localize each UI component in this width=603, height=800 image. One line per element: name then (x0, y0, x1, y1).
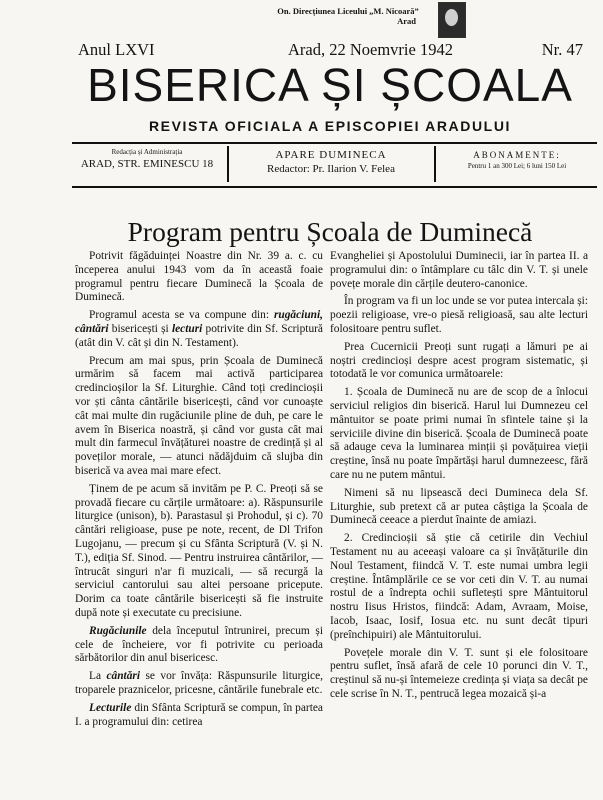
masthead-subtitle: REVISTA OFICIALA A EPISCOPIEI ARADULUI (148, 118, 512, 134)
paragraph: Rugăciunile dela începutul întrunirei, precum și cele de încheiere, vor fi potrivite cu perioada sărbătorilor din anul bisericesc. (75, 624, 323, 665)
paragraph: 2. Credincioșii să știe că cetirile din Vechiul Testament nu au aceeași valoare ca și învățăturile din Noul Testament, fiindcă V. T. este numai umbra legii creștine. Întâmplările ce se vor ceti din V. T. au numai rostul de a îndrepta ochii sufletești spre Mântuitorul nostru Iisus Hristos, fiindcă: Adam, Avraam, Moise, Iacob, Isaac, Iosif, Iosua etc. nu sunt decât tipuri (preînchipuiri) ale Mântuitorului. (330, 532, 588, 641)
paragraph: Potrivit făgăduinței Noastre din Nr. 39 a. c. cu începerea anului 1943 vom da în această foaie programul pentru fiecare Duminecă la Școala de Duminecă. (75, 250, 323, 304)
subscription-label: ABONAMENTE: (473, 150, 561, 160)
stamp-line-2: Arad (397, 16, 416, 26)
paragraph: Prea Cucernicii Preoți sunt rugați a lămuri pe ai noștri credincioși despre acest program sistematic, și totodată le vor comunica următoarele: (330, 340, 588, 381)
subscription-text: Pentru 1 an 300 Lei; 6 luni 150 Lei (467, 162, 567, 170)
library-stamp (268, 6, 428, 26)
subscription-info (437, 148, 597, 171)
stamp-line-1: On. Direcțiunea Liceului „M. Nicoară” (277, 6, 419, 16)
issue-header (78, 40, 583, 60)
paragraph: Evangheliei și Apostolului Duminecii, iar în partea II. a programului din: o întâmplare cu tâlc din V. T. și unele povețe morale din cărțile deutero-canonice. (330, 250, 588, 290)
postage-stamp-icon (438, 2, 466, 38)
issue-number: Nr. 47 (541, 40, 583, 59)
frequency-text: APARE DUMINECA (275, 149, 387, 161)
paragraph: La cântări se vor învăța: Răspunsurile liturgice, troparele praznicelor, pricesne, cântările funebrale etc. (75, 670, 323, 696)
publication-schedule (232, 148, 430, 176)
masthead-title: BISERICA ȘI ȘCOALA (87, 59, 573, 111)
paragraph: Programul acesta se va compune din: rugăciuni, cântări bisericești și lecturi potrivite din Sf. Scriptură (atât din V. cât și din N. Testament). (75, 309, 323, 349)
article-column-right (330, 250, 588, 706)
paragraph: 1. Școala de Duminecă nu are de scop de a înlocui serviciul religios din biserică. Harul lui Dumnezeu cel mântuitor se poate primi numai în sfintele taine și la serviciile divine din biserică. Școala de Duminecă poate să adauge ceva la luminarea minții și povățuirea vieții creștine, însă nu poate împărtăși harul dumnezeesc, fără care nu ne putem mântui. (330, 386, 588, 481)
paragraph: Povețele morale din V. T. sunt și ele folositoare pentru suflet, însă afară de cele 10 porunci din V. T., creștinul să nu-și întemeieze credința și viața sa decât pe cele scrise în N. T., pentrucă legea mozaică și-a (330, 646, 588, 700)
article-title: Program pentru Școala de Duminecă (127, 216, 533, 247)
publication-info-bar (72, 142, 597, 188)
paragraph: Lecturile din Sfânta Scriptură se compun, în partea I. a programului din: cetirea (75, 701, 323, 728)
editorial-office (72, 148, 222, 171)
editorial-address: ARAD, STR. EMINESCU 18 (80, 158, 214, 170)
editor-text: Redactor: Pr. Ilarion V. Felea (267, 163, 395, 175)
paragraph: Nimeni să nu lipsească deci Dumineca dela Sf. Liturghie, sub pretext că ar putea câștiga la Școala de Duminecă ceeace a pierdut înainte de amiazi. (330, 486, 588, 527)
info-divider (227, 146, 229, 182)
article-column-left (75, 250, 323, 733)
info-divider (434, 146, 436, 182)
paragraph: Ținem de pe acum să invităm pe P. C. Preoți să se provadă fiecare cu cărțile următoare: a). Răspunsurile liturgice (unison), b). Parastasul și Prohodul, și c). 70 cântări religioase, puse pe note, recent, de Dl Trifon Lugojanu, — precum și cu Sfânta Scriptură (V. și N. T.), ediția Sf. Sinod. — Pentru instruirea cântărilor, — întrucât singuri n'ar fi muzicali, — să recurgă la serviciul cantorului sau altei persoane pricepute. Dorim ca toate cântările bisericești să fie instruite după note și executate cu precisiune. (75, 482, 323, 619)
paragraph: Precum am mai spus, prin Școala de Duminecă urmărim să facem mai activă participarea credincioșilor la Sf. Liturghie. Când toți credincioșii vor ști cânta cântările bisericești, când vor cunoaște cât mai multe din rugăciunile pline de duh, pe care le avem în Biserica noastră, și când vor gusta cât mai mult din farmecul învățăturei noastre de credință și al poveților morale, — atunci nădăjduim că slujba din biserică va avea mai mare efect. (75, 354, 323, 477)
editorial-label: Redacția și Administrația (111, 148, 183, 156)
issue-year: Anul LXVI (78, 40, 155, 59)
issue-place-date: Arad, 22 Noemvrie 1942 (288, 40, 453, 59)
paragraph: În program va fi un loc unde se vor putea intercala și: poezii religioase, vre-o piesă religioasă, sau alte lecturi folositoare pentru suflet. (330, 295, 588, 335)
